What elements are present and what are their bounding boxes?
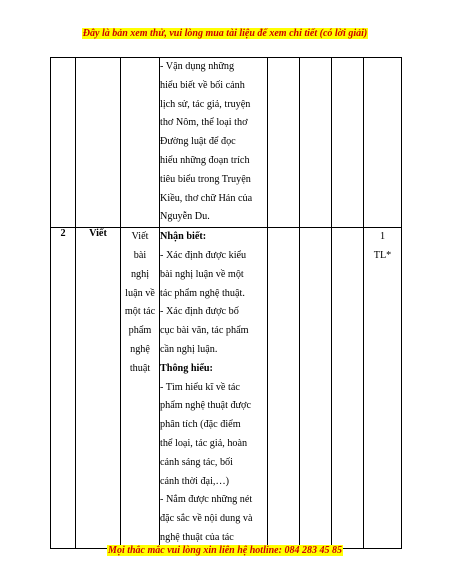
question-count-number: 1 (379, 231, 386, 243)
unit-line: Viết (131, 231, 149, 243)
skill-name: Viết (76, 228, 121, 549)
header-notice (0, 28, 450, 39)
cell-requirements (160, 228, 268, 549)
requirement-line: cảnh sáng tác, bối (160, 456, 233, 468)
cell-level-1 (268, 228, 300, 549)
requirement-line: bài nghị luận về một (160, 268, 244, 280)
cell-level-3 (332, 58, 364, 228)
unit-line: thuật (129, 362, 151, 374)
requirement-line: Đường luật để đọc (160, 136, 236, 148)
unit-line: nghệ (130, 343, 150, 355)
cell-unit (121, 58, 160, 228)
requirement-line: - Xác định được kiểu (160, 249, 247, 261)
footer-notice (0, 545, 450, 556)
requirement-line: nghệ thuật của tác (160, 531, 234, 543)
requirement-line: cảnh thời đại,…) (160, 475, 230, 487)
requirement-line: - Tìm hiểu kĩ về tác (160, 381, 240, 393)
requirement-line: Kiều, thơ chữ Hán của (160, 192, 253, 204)
requirement-line: - Nắm được những nét (160, 494, 253, 506)
table-row (51, 58, 402, 228)
header-notice-text: Đây là bản xem thử, vui lòng mua tài liệu để xem chi tiết (có lời giải) (82, 28, 368, 39)
comprehension-heading: Thông hiểu: (160, 362, 213, 374)
cell-level-2 (300, 58, 332, 228)
footer-notice-text: Mọi thắc mắc vui lòng xin liên hệ hotline: 084 283 45 85 (108, 545, 342, 556)
question-count (364, 228, 402, 549)
cell-level-2 (300, 228, 332, 549)
requirement-line: hiểu những đoạn trích (160, 154, 250, 166)
requirement-line: Nguyễn Du. (160, 211, 210, 223)
unit-line: bài (133, 249, 147, 261)
question-count-type: TL* (373, 249, 392, 261)
requirement-line: thể loại, tác giả, hoàn (160, 437, 248, 449)
cell-requirements (160, 58, 268, 228)
requirement-line: tác phẩm nghệ thuật. (160, 287, 245, 299)
requirement-line: phẩm nghệ thuật được (160, 400, 251, 412)
cell-number (51, 58, 76, 228)
unit-line: luận về (125, 287, 155, 299)
requirement-line: tiêu biểu trong Truyện (160, 173, 251, 185)
requirement-line: - Xác định được bố (160, 306, 239, 318)
cell-level-3 (332, 228, 364, 549)
requirement-line: cần nghị luận. (160, 343, 218, 355)
cell-level-1 (268, 58, 300, 228)
unit-line: một tác (124, 306, 156, 318)
unit-name (121, 228, 160, 549)
unit-line: phẩm (128, 325, 152, 337)
table-row (51, 228, 402, 549)
content-table (50, 57, 402, 549)
requirement-line: phân tích (đặc điểm (160, 419, 241, 431)
unit-line: nghị (130, 268, 150, 280)
recognition-heading: Nhận biết: (160, 231, 207, 243)
row-number: 2 (51, 228, 76, 549)
requirement-line: - Vận dụng những (160, 61, 235, 72)
requirement-line: lịch sử, tác giả, truyện (160, 98, 251, 110)
cell-level-4 (364, 58, 402, 228)
requirement-line: cục bài văn, tác phẩm (160, 325, 249, 337)
cell-skill (76, 58, 121, 228)
requirement-line: đặc sắc về nội dung và (160, 513, 253, 525)
requirement-line: thơ Nôm, thể loại thơ (160, 117, 248, 129)
requirement-line: hiểu biết về bối cảnh (160, 79, 245, 91)
